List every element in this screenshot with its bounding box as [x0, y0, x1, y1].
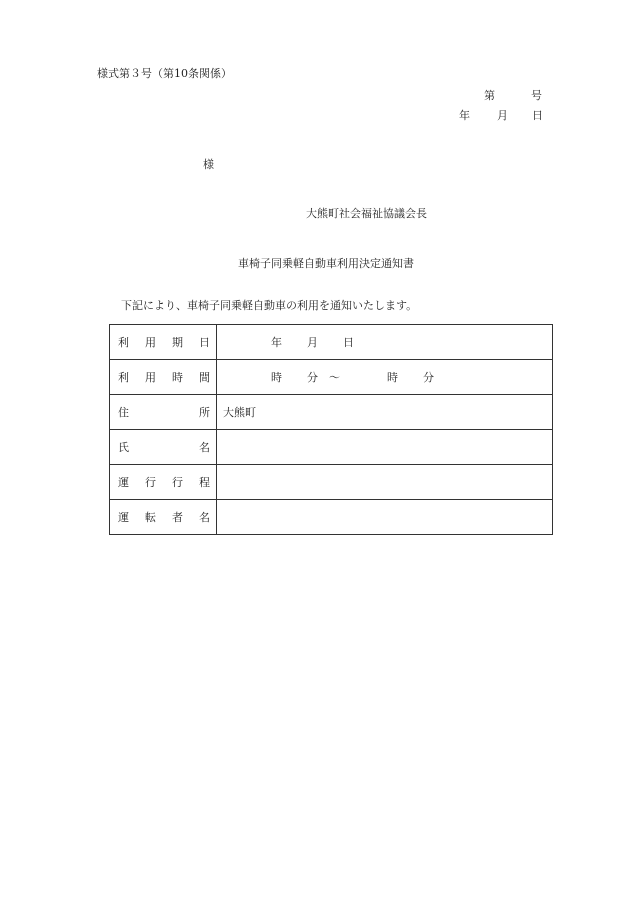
label-char: 行: [172, 476, 183, 489]
label-char: 運: [118, 476, 129, 489]
label-char: 名: [199, 511, 210, 524]
label-char: 用: [145, 371, 156, 384]
issue-date-month: 月: [497, 109, 508, 122]
label-char: 住: [118, 406, 129, 419]
label-driver-name: [110, 500, 217, 535]
issue-date-year: 年: [459, 109, 470, 122]
label-char: 氏: [118, 441, 129, 454]
label-address: [110, 395, 217, 430]
table-row: [110, 325, 553, 360]
document-number-suffix: 号: [531, 89, 542, 102]
addressee-suffix: 様: [203, 158, 214, 171]
label-char: 運: [118, 511, 129, 524]
driver-name-field[interactable]: [217, 500, 553, 535]
label-name: [110, 430, 217, 465]
usage-time-start-hour: 時: [271, 371, 282, 384]
usage-time-end-hour: 時: [387, 371, 398, 384]
label-char: 者: [172, 511, 183, 524]
label-usage-time: [110, 360, 217, 395]
label-char: 名: [199, 441, 210, 454]
label-char: 時: [172, 371, 183, 384]
table-row: [110, 465, 553, 500]
label-char: 行: [145, 476, 156, 489]
address-field[interactable]: [217, 395, 553, 430]
label-char: 日: [199, 336, 210, 349]
label-char: 間: [199, 371, 210, 384]
usage-time-start-minute: 分: [307, 371, 318, 384]
sender-name: 大熊町社会福祉協議会長: [306, 207, 427, 220]
form-number: 様式第３号（第10条関係）: [97, 67, 232, 80]
issue-date-day: 日: [532, 109, 543, 122]
usage-date-month: 月: [307, 336, 318, 349]
details-table: [109, 324, 553, 535]
label-char: 転: [145, 511, 156, 524]
itinerary-field[interactable]: [217, 465, 553, 500]
label-char: 利: [118, 371, 129, 384]
label-itinerary: [110, 465, 217, 500]
table-row: [110, 395, 553, 430]
document-number-prefix: 第: [484, 89, 495, 102]
intro-text: 下記により、車椅子同乗軽自動車の利用を通知いたします。: [121, 299, 418, 312]
label-char: 程: [199, 476, 210, 489]
usage-date-day: 日: [343, 336, 354, 349]
usage-time-end-minute: 分: [423, 371, 434, 384]
table-row: [110, 360, 553, 395]
usage-time-field[interactable]: [217, 360, 553, 395]
label-char: 用: [145, 336, 156, 349]
address-value: 大熊町: [223, 406, 256, 419]
usage-time-tilde: ～: [329, 371, 340, 384]
label-char: 利: [118, 336, 129, 349]
usage-date-field[interactable]: [217, 325, 553, 360]
document-title: 車椅子同乗軽自動車利用決定通知書: [238, 257, 414, 270]
label-usage-date: [110, 325, 217, 360]
table-row: [110, 500, 553, 535]
label-char: 所: [199, 406, 210, 419]
label-char: 期: [172, 336, 183, 349]
name-field[interactable]: [217, 430, 553, 465]
table-row: [110, 430, 553, 465]
usage-date-year: 年: [271, 336, 282, 349]
